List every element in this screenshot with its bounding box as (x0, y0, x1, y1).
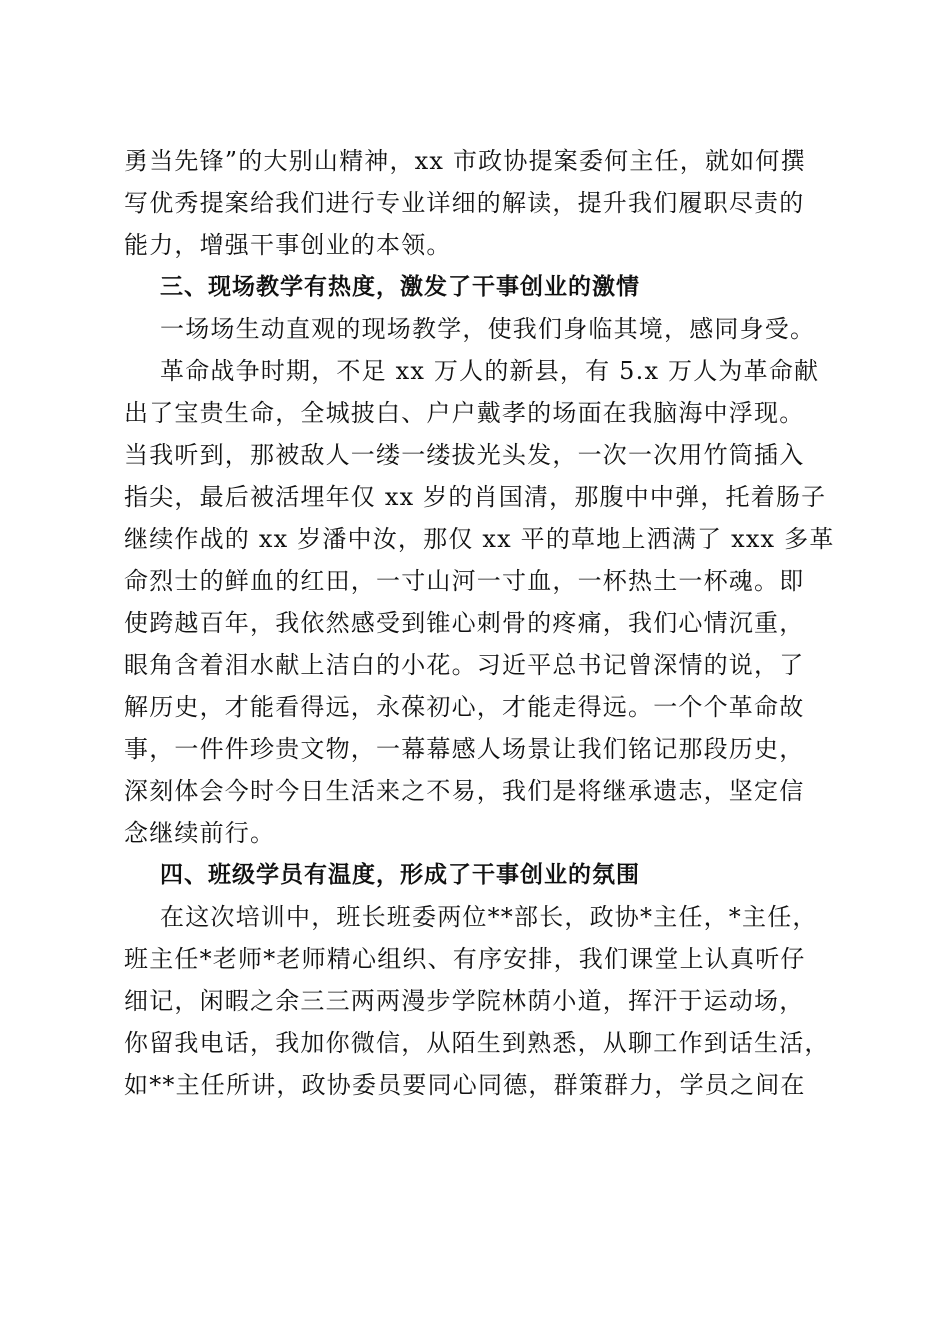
body-line: 命烈士的鲜血的红田，一寸山河一寸血，一杯热土一杯魂。即 (124, 567, 805, 595)
body-line: 指尖，最后被活埋年仅 xx 岁的肖国清，那腹中中弹，托着肠子 (124, 483, 827, 511)
body-line: 如**主任所讲，政协委员要同心同德，群策群力，学员之间在 (124, 1071, 806, 1099)
body-line: 出了宝贵生命，全城披白、户户戴孝的场面在我脑海中浮现。 (124, 399, 805, 427)
body-line: 深刻体会今时今日生活来之不易，我们是将继承遗志，坚定信 (124, 777, 805, 805)
document-body (124, 140, 835, 1106)
body-line: 细记，闲暇之余三三两两漫步学院林荫小道，挥汗于运动场， (124, 987, 805, 1015)
body-line: 眼角含着泪水献上洁白的小花。习近平总书记曾深情的说，了 (124, 651, 805, 679)
body-line: 能力，增强干事创业的本领。 (124, 231, 452, 259)
body-line: 班主任*老师*老师精心组织、有序安排，我们课堂上认真听仔 (124, 945, 806, 973)
body-line: 念继续前行。 (124, 819, 276, 847)
section-heading-3: 三、现场教学有热度，激发了干事创业的激情 (160, 274, 640, 300)
paragraph-first-line: 革命战争时期，不足 xx 万人的新县，有 5.x 万人为革命献 (160, 357, 820, 385)
paragraph-first-line: 在这次培训中，班长班委两位**部长，政协*主任，*主任， (160, 903, 818, 931)
body-line: 勇当先锋”的大别山精神，xx 市政协提案委何主任，就如何撰 (124, 147, 806, 175)
section-heading-4: 四、班级学员有温度，形成了干事创业的氛围 (160, 862, 640, 888)
body-line: 继续作战的 xx 岁潘中汝，那仅 xx 平的草地上洒满了 xxx 多革 (124, 525, 835, 553)
body-line: 写优秀提案给我们进行专业详细的解读，提升我们履职尽责的 (124, 189, 805, 217)
paragraph-first-line: 一场场生动直观的现场教学，使我们身临其境，感同身受。 (160, 315, 816, 343)
body-line: 解历史，才能看得远，永葆初心，才能走得远。一个个革命故 (124, 693, 805, 721)
body-line: 你留我电话，我加你微信，从陌生到熟悉，从聊工作到话生活， (124, 1029, 830, 1057)
body-line: 事，一件件珍贵文物，一幕幕感人场景让我们铭记那段历史， (124, 735, 805, 763)
body-line: 使跨越百年，我依然感受到锥心刺骨的疼痛，我们心情沉重， (124, 609, 805, 637)
body-line: 当我听到，那被敌人一缕一缕拔光头发，一次一次用竹筒插入 (124, 441, 805, 469)
